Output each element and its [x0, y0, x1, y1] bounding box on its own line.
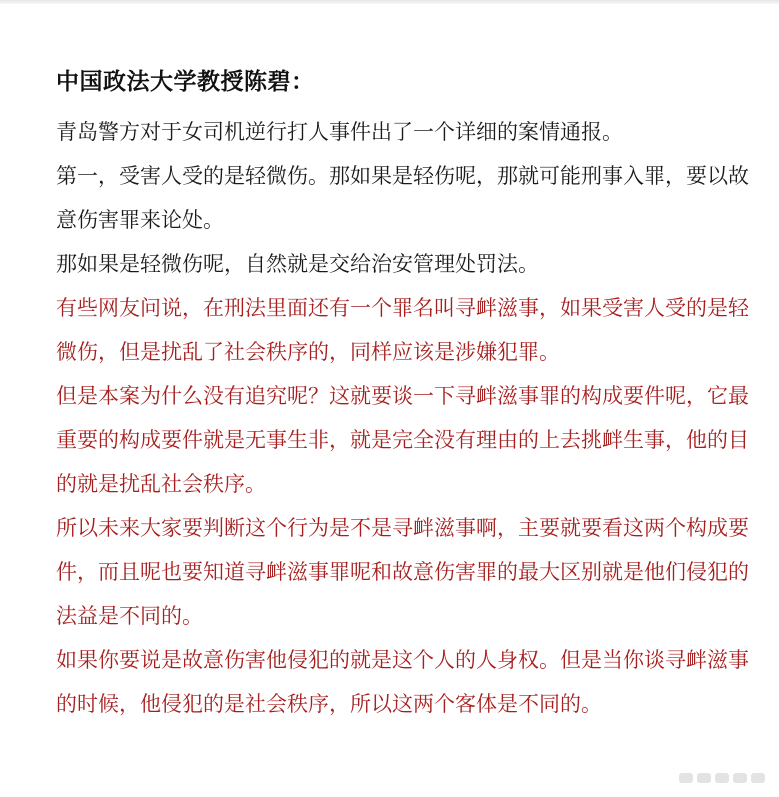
- watermark: [679, 773, 765, 783]
- document-body: [56, 62, 756, 726]
- paragraph-5: 但是本案为什么没有追究呢？这就要谈一下寻衅滋事罪的构成要件呢，它最重要的构成要件就是无事生非，就是完全没有理由的上去挑衅生事，他的目的就是扰乱社会秩序。: [56, 384, 749, 496]
- top-border: [0, 0, 779, 4]
- watermark-mark: [679, 773, 693, 783]
- watermark-mark: [751, 773, 765, 783]
- paragraph-4: 有些网友问说，在刑法里面还有一个罪名叫寻衅滋事，如果受害人受的是轻微伤，但是扰乱了社会秩序的，同样应该是涉嫌犯罪。: [56, 296, 749, 364]
- paragraph-1: 青岛警方对于女司机逆行打人事件出了一个详细的案情通报。: [56, 120, 623, 144]
- paragraph-7: 如果你要说是故意伤害他侵犯的就是这个人的人身权。但是当你谈寻衅滋事的时候，他侵犯的是社会秩序，所以这两个客体是不同的。: [56, 648, 749, 716]
- document-title: 中国政法大学教授陈碧：: [56, 69, 315, 95]
- paragraph-2: 第一，受害人受的是轻微伤。那如果是轻伤呢，那就可能刑事入罪，要以故意伤害罪来论处。: [56, 164, 749, 232]
- watermark-mark: [697, 773, 711, 783]
- watermark-mark: [715, 773, 729, 783]
- watermark-mark: [733, 773, 747, 783]
- paragraph-6: 所以未来大家要判断这个行为是不是寻衅滋事啊，主要就要看这两个构成要件，而且呢也要知道寻衅滋事罪呢和故意伤害罪的最大区别就是他们侵犯的法益是不同的。: [56, 516, 749, 628]
- paragraph-3: 那如果是轻微伤呢，自然就是交给治安管理处罚法。: [56, 252, 539, 276]
